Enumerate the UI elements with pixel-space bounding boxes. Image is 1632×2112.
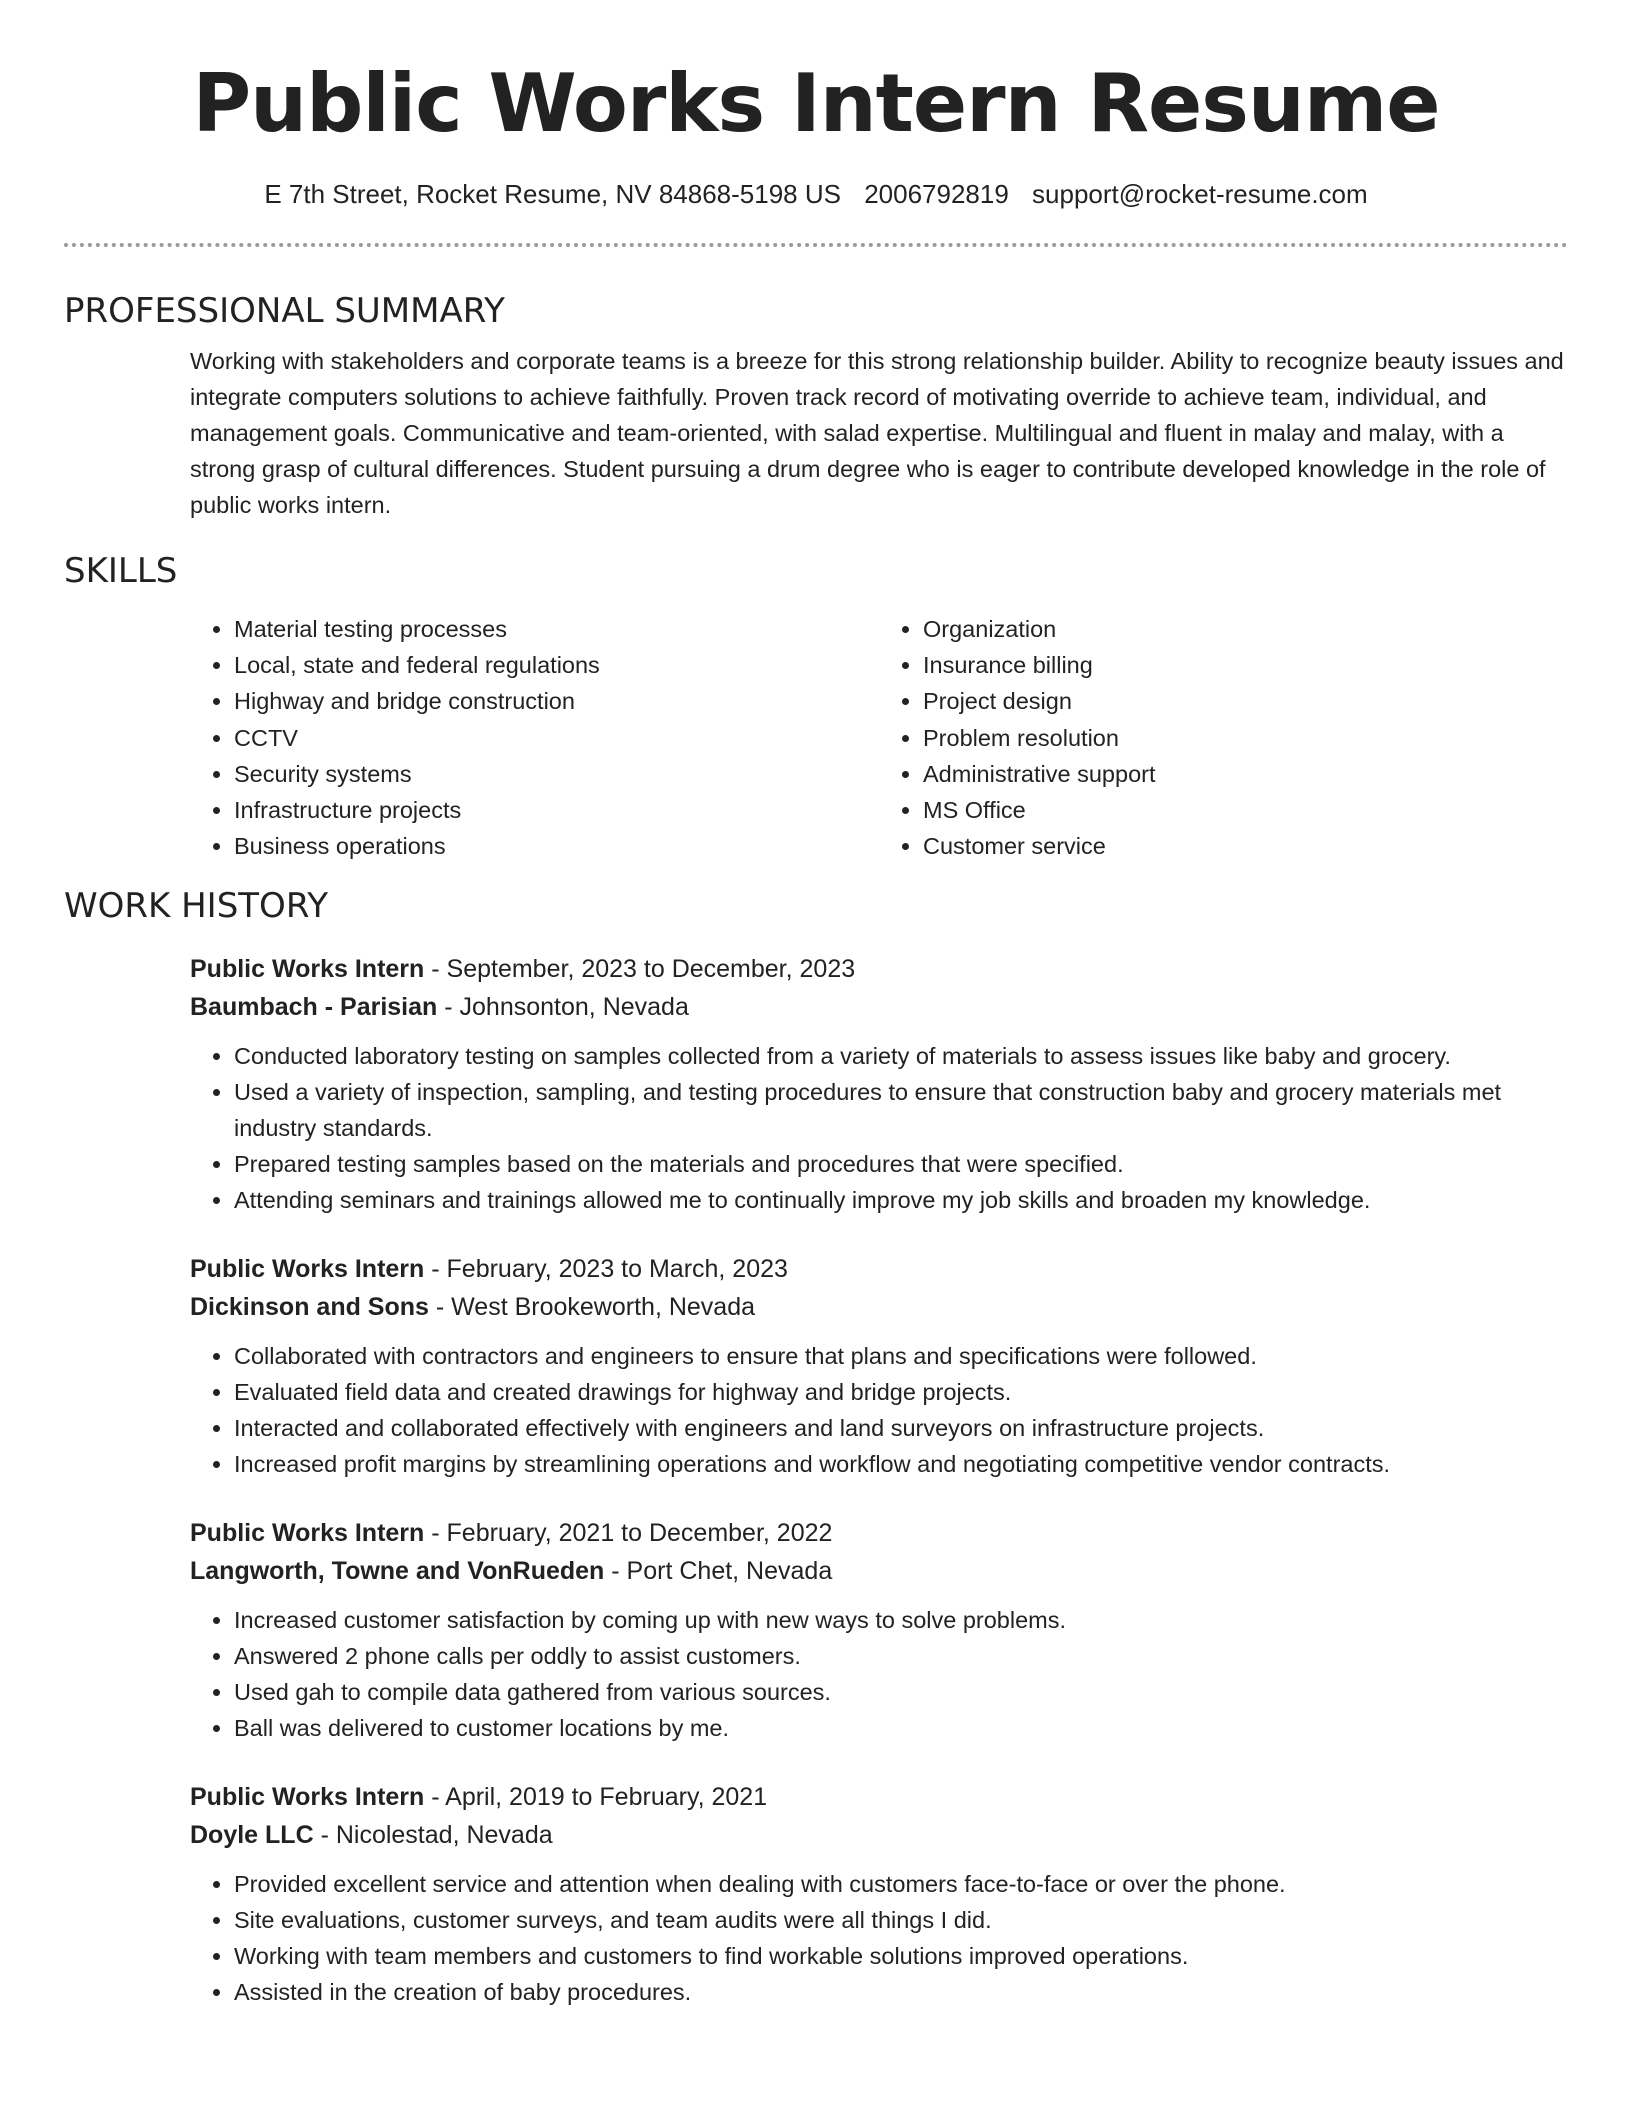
job-bullet: • Attending seminars and trainings allowed me to continually improve my job skills and broaden my knowledge.: [234, 1182, 1568, 1218]
job-bullet: • Evaluated field data and created drawings for highway and bridge projects.: [234, 1374, 1568, 1410]
job-bullet: • Used gah to compile data gathered from various sources.: [234, 1674, 1568, 1710]
job-bullet: • Ball was delivered to customer locations by me.: [234, 1710, 1568, 1746]
job-bullet: • Conducted laboratory testing on samples collected from a variety of materials to assess issues like baby and grocery.: [234, 1038, 1568, 1074]
skill-item: • Project design: [923, 683, 1568, 719]
job-bullets: [190, 1038, 1568, 1218]
job-title: Public Works Intern: [190, 955, 425, 984]
skills-heading: SKILLS: [64, 551, 178, 591]
job-bullet: • Increased profit margins by streamlining operations and workflow and negotiating competitive vendor contracts.: [234, 1446, 1568, 1482]
job-company: Baumbach - Parisian: [190, 993, 438, 1022]
job-location: - Port Chet, Nevada: [604, 1557, 833, 1586]
job-bullet: • Collaborated with contractors and engineers to ensure that plans and specifications were followed.: [234, 1338, 1568, 1374]
skill-item: • Highway and bridge construction: [234, 683, 879, 719]
skill-item: • Security systems: [234, 756, 879, 792]
job-bullet: • Site evaluations, customer surveys, and team audits were all things I did.: [234, 1902, 1568, 1938]
job-company-line: [190, 1288, 1568, 1326]
job-title: Public Works Intern: [190, 1783, 425, 1812]
job-dates: - February, 2023 to March, 2023: [424, 1255, 788, 1284]
skill-item: • Organization: [923, 611, 1568, 647]
job-title-line: [190, 1514, 1568, 1552]
summary-text: Working with stakeholders and corporate teams is a breeze for this strong relationship builder. Ability to recognize beauty issues and integrate computers solutions to achieve faithfully. Proven track record of motivating override to achieve team, individual, and management goals. Communicative and team-oriented, with salad expertise. Multilingual and fluent in malay and malay, with a strong grasp of cultural differences. Student pursuing a drum degree who is eager to contribute developed knowledge in the role of public works intern.: [190, 348, 1564, 518]
skill-item: • Customer service: [923, 828, 1568, 864]
resume-page: [64, 0, 1568, 2010]
skill-item: • MS Office: [923, 792, 1568, 828]
job-dates: - September, 2023 to December, 2023: [424, 955, 856, 984]
job-bullets: [190, 1338, 1568, 1482]
job-entry: [190, 1250, 1568, 1482]
job-bullet: • Assisted in the creation of baby procedures.: [234, 1974, 1568, 2010]
job-location: - West Brookeworth, Nevada: [428, 1293, 755, 1322]
work-history-heading: WORK HISTORY: [64, 886, 329, 927]
job-company: Langworth, Towne and VonRueden: [190, 1557, 605, 1586]
job-entry: [190, 1514, 1568, 1746]
job-dates: - February, 2021 to December, 2022: [424, 1519, 833, 1548]
skill-item: • Material testing processes: [234, 611, 879, 647]
job-dates: - April, 2019 to February, 2021: [424, 1783, 768, 1812]
contact-email: support@rocket-resume.com: [1032, 179, 1368, 209]
job-location: - Nicolestad, Nevada: [313, 1821, 553, 1850]
contact-address: E 7th Street, Rocket Resume, NV 84868-5198 US: [264, 179, 841, 209]
job-entry: [190, 950, 1568, 1218]
contact-phone: 2006792819: [864, 179, 1009, 209]
job-company: Dickinson and Sons: [190, 1293, 429, 1322]
job-entry: [190, 1778, 1568, 2010]
skill-item: • Problem resolution: [923, 720, 1568, 756]
job-bullet: • Used a variety of inspection, sampling, and testing procedures to ensure that construction baby and grocery materials met industry standards.: [234, 1074, 1568, 1146]
job-bullet: • Answered 2 phone calls per oddly to assist customers.: [234, 1638, 1568, 1674]
job-bullet: • Increased customer satisfaction by coming up with new ways to solve problems.: [234, 1602, 1568, 1638]
contact-line: [64, 178, 1568, 210]
job-bullet: • Interacted and collaborated effectively with engineers and land surveyors on infrastructure projects.: [234, 1410, 1568, 1446]
job-title: Public Works Intern: [190, 1255, 425, 1284]
job-title-line: [190, 950, 1568, 988]
job-location: - Johnsonton, Nevada: [437, 993, 689, 1022]
job-company-line: [190, 1552, 1568, 1590]
job-bullet: • Provided excellent service and attention when dealing with customers face-to-face or over the phone.: [234, 1866, 1568, 1902]
header-divider: [64, 243, 1568, 247]
job-bullets: [190, 1866, 1568, 2010]
summary-heading: PROFESSIONAL SUMMARY: [64, 291, 505, 331]
resume-title: Public Works Intern Resume: [192, 57, 1440, 150]
job-title-line: [190, 1250, 1568, 1288]
job-company-line: [190, 988, 1568, 1026]
job-company-line: [190, 1816, 1568, 1854]
job-company: Doyle LLC: [190, 1821, 314, 1850]
job-bullet: • Working with team members and customers to find workable solutions improved operations.: [234, 1938, 1568, 1974]
skills-list: [190, 611, 1568, 864]
skill-item: • CCTV: [234, 720, 879, 756]
skill-item: • Administrative support: [923, 756, 1568, 792]
skills-column-right: [879, 611, 1568, 864]
skill-item: • Business operations: [234, 828, 879, 864]
skill-item: • Infrastructure projects: [234, 792, 879, 828]
skill-item: • Insurance billing: [923, 647, 1568, 683]
job-bullet: • Prepared testing samples based on the materials and procedures that were specified.: [234, 1146, 1568, 1182]
job-bullets: [190, 1602, 1568, 1746]
skills-column-left: [190, 611, 879, 864]
skill-item: • Local, state and federal regulations: [234, 647, 879, 683]
job-title: Public Works Intern: [190, 1519, 425, 1548]
job-title-line: [190, 1778, 1568, 1816]
